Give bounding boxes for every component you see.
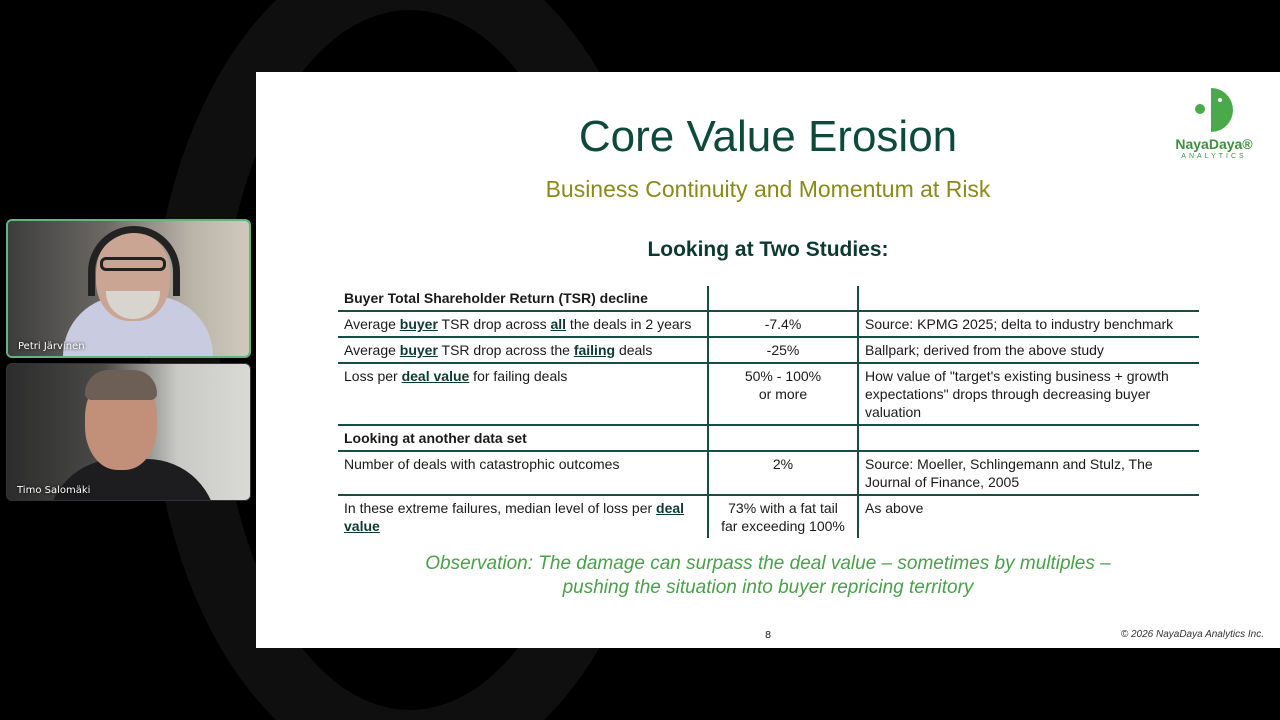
value-line: 73% with a fat tail xyxy=(728,500,838,516)
participant-tile-active-speaker[interactable] xyxy=(6,219,251,358)
table-row xyxy=(338,363,1199,425)
participant-name: Petri Järvinen xyxy=(18,341,85,352)
observation-line: Observation: The damage can surpass the deal value – sometimes by multiples – xyxy=(425,553,1111,574)
metric-text: Looking at another data set xyxy=(344,430,527,446)
table-row xyxy=(338,425,1199,451)
source-cell xyxy=(858,286,1199,311)
value-cell: 2% xyxy=(708,451,858,495)
studies-table xyxy=(338,286,1199,538)
metric-cell xyxy=(338,337,708,363)
source-cell: Source: KPMG 2025; delta to industry benchmark xyxy=(858,311,1199,337)
source-cell: As above xyxy=(865,500,924,516)
emphasized-keyword: deal value xyxy=(344,500,685,534)
logo-subtitle: ANALYTICS xyxy=(1181,153,1247,160)
value-line: 50% - 100% xyxy=(744,368,822,384)
table-row xyxy=(338,311,1199,337)
observation-text xyxy=(256,552,1280,600)
value-line: or more xyxy=(758,386,808,402)
metric-text: for failing deals xyxy=(469,368,568,384)
metric-cell xyxy=(338,451,708,495)
metric-text: Average xyxy=(344,316,400,332)
table-row xyxy=(338,337,1199,363)
slide-subtitle: Business Continuity and Momentum at Risk xyxy=(545,176,991,202)
value-cell: -7.4% xyxy=(708,311,858,337)
slide-title: Core Value Erosion xyxy=(578,112,958,161)
emphasized-keyword: failing xyxy=(573,342,616,358)
metric-text: deals xyxy=(615,342,653,358)
metric-text: TSR drop across xyxy=(437,316,551,332)
section-heading: Looking at Two Studies: xyxy=(647,238,889,261)
table-row xyxy=(338,286,1199,311)
metric-cell xyxy=(338,425,708,451)
metric-text: Loss per xyxy=(344,368,402,384)
emphasized-keyword: buyer xyxy=(399,342,438,358)
source-cell: Ballpark; derived from the above study xyxy=(858,337,1199,363)
metric-text: Buyer Total Shareholder Return (TSR) decline xyxy=(344,290,648,306)
value-cell xyxy=(708,425,858,451)
metric-text: In these extreme failures, median level of loss per xyxy=(344,500,657,516)
value-cell xyxy=(708,286,858,311)
participant-name: Timo Salomäki xyxy=(17,485,91,496)
metric-cell xyxy=(338,363,708,425)
metric-cell xyxy=(338,286,708,311)
value-cell xyxy=(708,495,858,538)
participant-hair xyxy=(85,370,157,400)
metric-text: Average xyxy=(344,342,400,358)
table-row xyxy=(338,495,1199,538)
page-number: 8 xyxy=(764,630,772,641)
source-cell xyxy=(858,425,1199,451)
metric-text: the deals in 2 years xyxy=(566,316,692,332)
emphasized-keyword: buyer xyxy=(399,316,438,332)
observation-line: pushing the situation into buyer repricing territory xyxy=(562,577,974,598)
copyright: © 2026 NayaDaya Analytics Inc. xyxy=(1120,629,1264,640)
value-line: far exceeding 100% xyxy=(721,518,845,534)
logo-name: NayaDaya® xyxy=(1175,136,1253,152)
metric-text: Number of deals with catastrophic outcomes xyxy=(344,456,620,472)
source-cell: How value of "target's existing business + growth expectations" drops through decreasing buyer valuation xyxy=(858,363,1199,425)
value-cell xyxy=(708,363,858,425)
shared-slide xyxy=(256,72,1280,648)
participant-tile[interactable] xyxy=(6,363,251,501)
metric-cell xyxy=(338,495,708,538)
table-row xyxy=(338,451,1199,495)
value-cell: -25% xyxy=(708,337,858,363)
emphasized-keyword: all xyxy=(550,316,567,332)
metric-cell xyxy=(338,311,708,337)
emphasized-keyword: deal value xyxy=(401,368,470,384)
metric-text: TSR drop across the xyxy=(437,342,574,358)
source-cell: Source: Moeller, Schlingemann and Stulz, The Journal of Finance, 2005 xyxy=(858,451,1199,495)
